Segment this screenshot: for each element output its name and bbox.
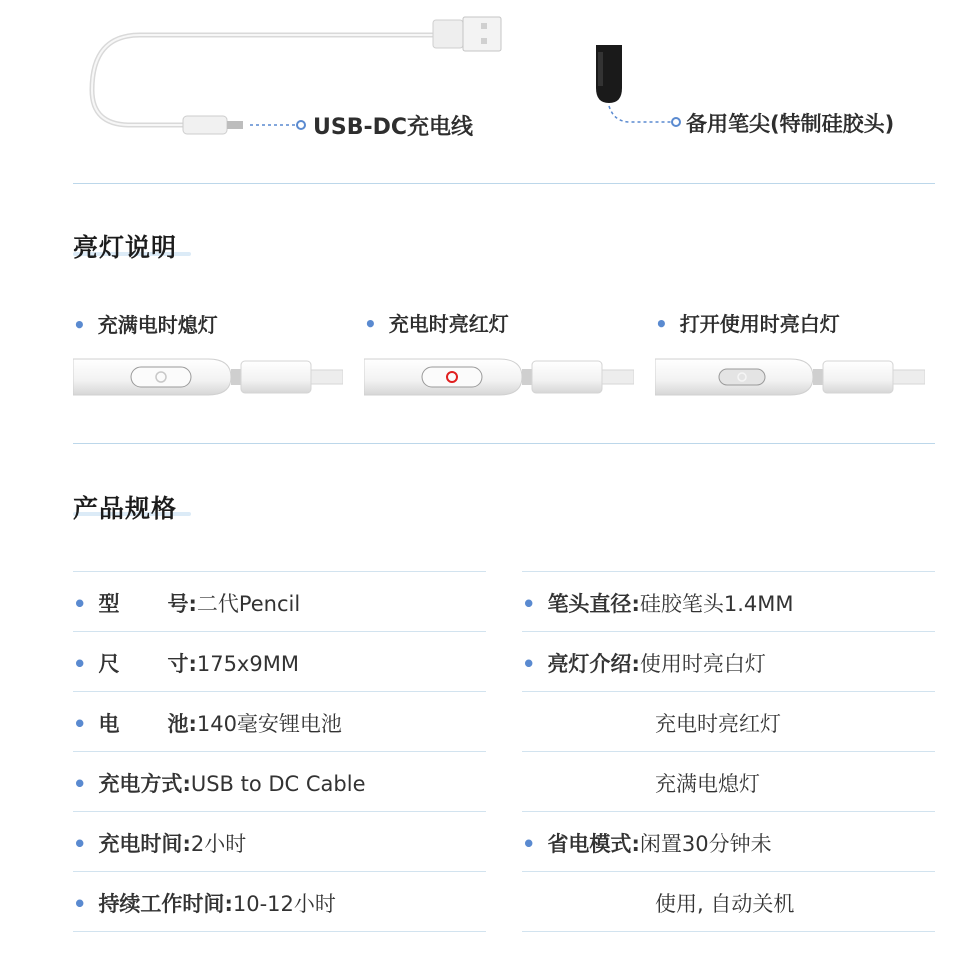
spec-row-charging-time: • 充电时间:2小时: [73, 832, 247, 856]
spec-divider: [522, 811, 935, 812]
spec-key: 亮灯介绍: [547, 652, 632, 676]
spec-divider: [73, 691, 486, 692]
spec-key: 池: [167, 712, 189, 736]
spec-divider: [73, 571, 486, 572]
spec-key: 尺: [98, 652, 120, 676]
spec-row-lighting: • 亮灯介绍:使用时亮白灯: [522, 652, 766, 676]
spec-key: 充电方式: [98, 772, 183, 796]
spec-row-working-time: • 持续工作时间:10-12小时: [73, 892, 336, 916]
spec-value: 10-12小时: [232, 892, 336, 916]
bullet-icon: •: [73, 772, 87, 796]
bullet-icon: •: [73, 712, 87, 736]
bullet-icon: •: [73, 832, 87, 856]
lighting-heading: 亮灯说明: [73, 233, 178, 262]
spec-key: 持续工作时间: [98, 892, 225, 916]
spec-value: 175x9MM: [196, 652, 299, 676]
spec-divider: [73, 751, 486, 752]
light-state-charging: [364, 308, 509, 337]
spec-divider: [522, 571, 935, 572]
accessories-illustration: [0, 0, 960, 180]
pen-in-use-icon: [655, 355, 925, 399]
spec-value: 充电时亮红灯: [655, 712, 781, 736]
bullet-icon: •: [73, 892, 87, 916]
spec-row-size: • 尺 寸:175x9MM: [73, 652, 299, 676]
spec-row-charging-method: • 充电方式:USB to DC Cable: [73, 772, 366, 796]
spec-divider: [522, 691, 935, 692]
spec-key: 充电时间: [98, 832, 183, 856]
spec-value: USB to DC Cable: [190, 772, 366, 796]
spec-key: 型: [98, 592, 120, 616]
spec-key: 省电模式: [547, 832, 632, 856]
light-state-full: [73, 309, 218, 338]
bullet-icon: •: [73, 313, 86, 337]
bullet-icon: •: [522, 592, 536, 616]
accessories-section: [0, 0, 960, 180]
spec-key: 寸: [167, 652, 189, 676]
spec-divider: [522, 751, 935, 752]
light-state-label: 充电时亮红灯: [388, 312, 509, 336]
spec-value: 闲置30分钟未: [639, 832, 772, 856]
spec-divider: [522, 931, 935, 932]
specs-heading: 产品规格: [73, 494, 178, 523]
spec-divider: [73, 871, 486, 872]
spec-row-battery: • 电 池:140毫安锂电池: [73, 712, 342, 736]
light-state-in-use: [655, 308, 840, 337]
bullet-icon: •: [364, 312, 377, 336]
spec-value: 140毫安锂电池: [196, 712, 342, 736]
spec-row-model: • 型 号:二代Pencil: [73, 592, 301, 616]
spec-divider: [73, 811, 486, 812]
bullet-icon: •: [73, 652, 87, 676]
spec-value: 硅胶笔头1.4MM: [639, 592, 794, 616]
spec-row-tip-diameter: • 笔头直径:硅胶笔头1.4MM: [522, 592, 794, 616]
cable-label: USB-DC充电线: [313, 115, 474, 140]
bullet-icon: •: [73, 592, 87, 616]
spec-value: 2小时: [190, 832, 247, 856]
spec-row-power-saving-cont: [655, 888, 794, 918]
divider: [73, 183, 935, 184]
bullet-icon: •: [655, 312, 668, 336]
spec-value: 使用时亮白灯: [639, 652, 766, 676]
light-state-label: 充满电时熄灯: [97, 313, 218, 337]
spec-value: 使用, 自动关机: [655, 892, 795, 916]
spec-divider: [522, 631, 935, 632]
light-state-label: 打开使用时亮白灯: [679, 312, 840, 336]
spare-tip-icon: [596, 45, 680, 126]
spec-key: 笔头直径: [547, 592, 632, 616]
spec-key: 号: [167, 592, 189, 616]
spec-value: 二代Pencil: [196, 592, 301, 616]
divider: [73, 443, 935, 444]
spec-key: 电: [98, 712, 120, 736]
spec-row-lighting-cont: [655, 768, 760, 798]
spec-row-lighting-cont: [655, 708, 781, 738]
spec-divider: [73, 931, 486, 932]
spec-divider: [522, 871, 935, 872]
pen-full-icon: [73, 355, 343, 399]
bullet-icon: •: [522, 652, 536, 676]
pen-charging-icon: [364, 355, 634, 399]
spare-tip-label: 备用笔尖(特制硅胶头): [686, 112, 895, 136]
bullet-icon: •: [522, 832, 536, 856]
spec-value: 充满电熄灯: [655, 772, 760, 796]
spec-divider: [73, 631, 486, 632]
spec-row-power-saving: • 省电模式:闲置30分钟未: [522, 832, 772, 856]
